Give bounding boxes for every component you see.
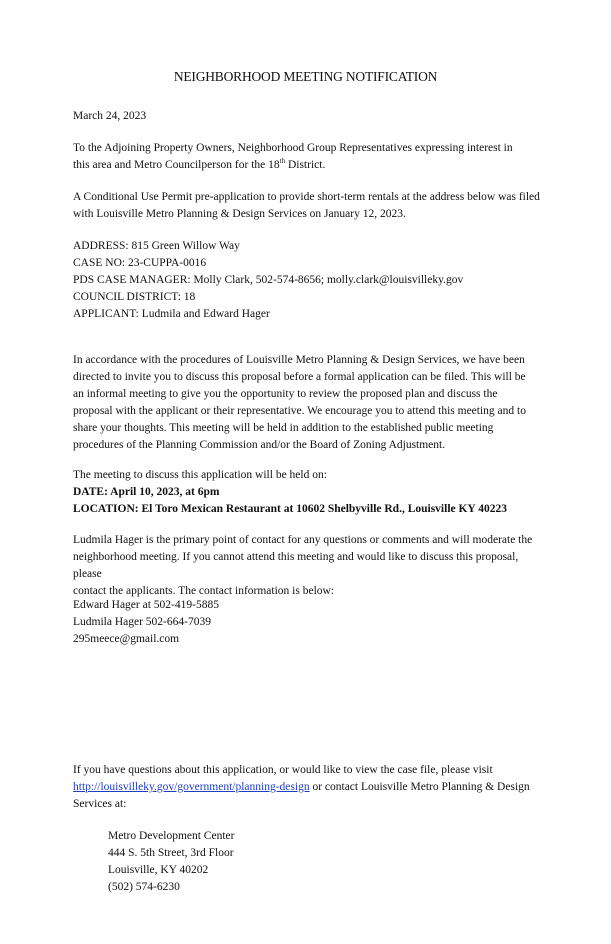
- contact-item: 295meece@gmail.com: [73, 633, 180, 645]
- meeting-location: LOCATION: El Toro Mexican Restaurant at 10602 Shelbyville Rd., Louisville KY 40223: [73, 503, 507, 515]
- contact-list: [73, 597, 543, 648]
- questions-line: If you have questions about this application, or would like to view the case file, please visit: [73, 764, 493, 776]
- procedures-line: an informal meeting to give you the opportunity to review the proposed plan and discuss the: [73, 388, 498, 400]
- greeting-line: To the Adjoining Property Owners, Neighborhood Group Representatives expressing interest in: [73, 142, 513, 154]
- greeting-line: this area and Metro Councilperson for the 18th District.: [73, 157, 326, 171]
- procedures-line: directed to invite you to discuss this proposal before a formal application can be filed. This will be: [73, 371, 526, 383]
- procedures-paragraph: [73, 352, 543, 454]
- applicant: APPLICANT: Ludmila and Edward Hager: [73, 308, 270, 320]
- contact-item: Edward Hager at 502-419-5885: [73, 599, 219, 611]
- filing-line: with Louisville Metro Planning & Design Services on January 12, 2023.: [73, 208, 406, 220]
- page-title: NEIGHBORHOOD MEETING NOTIFICATION: [173, 69, 438, 84]
- office-line: Louisville, KY 40202: [108, 864, 209, 876]
- filing-paragraph: [73, 189, 543, 223]
- office-line: 444 S. 5th Street, 3rd Floor: [108, 847, 234, 859]
- case-info: [73, 238, 543, 323]
- contact-line: Ludmila Hager is the primary point of contact for any questions or comments and will moderate the: [73, 534, 533, 546]
- office-line: Metro Development Center: [108, 830, 235, 842]
- office-address: [108, 828, 408, 896]
- case-number: CASE NO: 23-CUPPA-0016: [73, 257, 207, 269]
- procedures-line: share your thoughts. This meeting will be held in addition to the established public meeting: [73, 422, 494, 434]
- meeting-date: DATE: April 10, 2023, at 6pm: [73, 486, 220, 498]
- letter-date: March 24, 2023: [73, 110, 147, 122]
- filing-line: A Conditional Use Permit pre-application to provide short-term rentals at the address below was filed: [73, 191, 540, 203]
- office-line: (502) 574-6230: [108, 881, 180, 893]
- council-district: COUNCIL DISTRICT: 18: [73, 291, 196, 303]
- contact-item: Ludmila Hager 502-664-7039: [73, 616, 211, 628]
- procedures-line: procedures of the Planning Commission and/or the Board of Zoning Adjustment.: [73, 439, 446, 451]
- contact-paragraph: [73, 532, 543, 600]
- questions-line: Services at:: [73, 798, 127, 810]
- procedures-line: proposal with the applicant or their representative. We encourage you to attend this meeting and to: [73, 405, 526, 417]
- questions-line: http://louisvilleky.gov/government/planning-design or contact Louisville Metro Planning & Design: [73, 781, 530, 793]
- contact-line: contact the applicants. The contact information is below:: [73, 585, 335, 597]
- meeting-details: [73, 467, 543, 518]
- contact-line: neighborhood meeting. If you cannot attend this meeting and would like to discuss this proposal, please: [73, 551, 519, 580]
- planning-design-link[interactable]: http://louisvilleky.gov/government/planning-design: [73, 781, 310, 793]
- questions-paragraph: [73, 762, 543, 813]
- meeting-intro: The meeting to discuss this application will be held on:: [73, 469, 327, 481]
- greeting-paragraph: [73, 140, 543, 174]
- case-manager: PDS CASE MANAGER: Molly Clark, 502-574-8656; molly.clark@louisvilleky.gov: [73, 274, 464, 286]
- case-address: ADDRESS: 815 Green Willow Way: [73, 240, 240, 252]
- procedures-line: In accordance with the procedures of Louisville Metro Planning & Design Services, we have been: [73, 354, 525, 366]
